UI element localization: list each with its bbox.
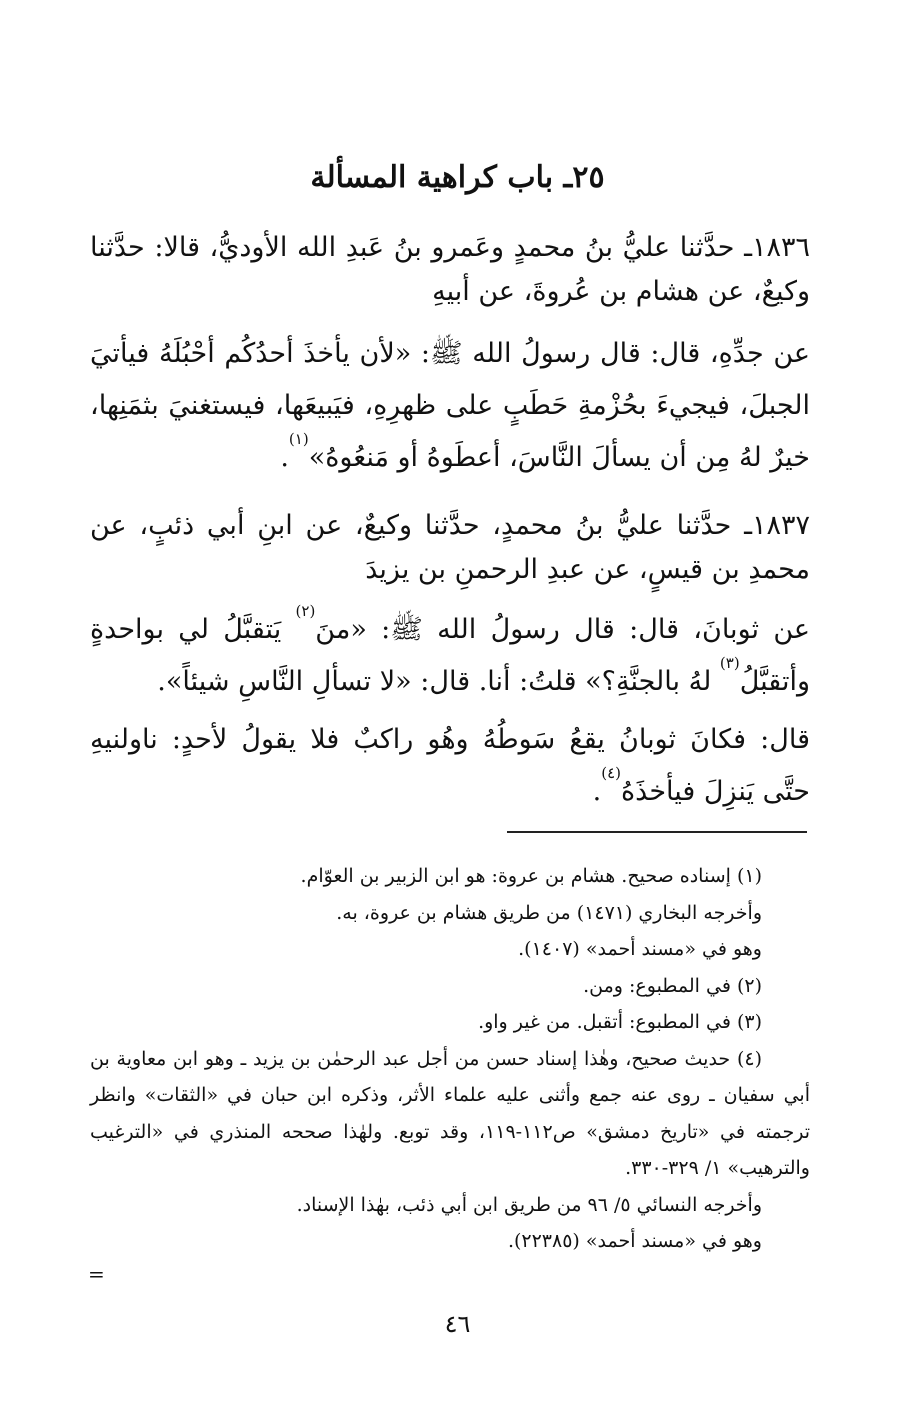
chapter-title: ٢٥ـ باب كراهية المسألة [310,160,605,195]
hadith-1837-story: قال: فكانَ ثوبانُ يقعُ سَوطُهُ وهُو راكبٌ فلا يقولُ لأحدٍ: ناولنيهِ حتَّى يَنزِلَ فيأخذَهُ$^{(٤)}$. [90,724,810,807]
footnote-1-line-a: (١) إسناده صحيح. هشام بن عروة: هو ابن الزبير بن العوّام. [300,865,762,887]
page-number: ٤٦ [444,1310,471,1338]
hadith-1837-text-a: عن ثوبانَ، قال: قال رسولُ الله ﷺ: «منَ [315,614,810,645]
hadith-1836-isnad: ١٨٣٦ـ حدَّثنا عليُّ بنُ محمدٍ وعَمرو بنُ عَبدِ الله الأوديُّ، قالا: حدَّثنا وكيعٌ، عن هشام بن عُروةَ، عن أبيهِ [90,232,810,307]
footnote-1-line-b: وأخرجه البخاري (١٤٧١) من طريق هشام بن عروة، به. [336,901,762,924]
hadith-1837-text-c: لهُ بالجنَّةِ؟» قلتُ: أنا. قال: «لا تسألِ النَّاسِ شيئاً». [157,666,712,697]
footnote-separator [507,831,807,833]
hadith-1837-matn [90,604,810,708]
hadith-1837-story-text: قال: فكانَ ثوبانُ يقعُ سَوطُهُ وهُو راكبٌ فلا يقولُ لأحدٍ: ناولنيهِ حتَّى يَنزِلَ فيأخذَهُ [90,724,810,807]
footnotes [90,858,810,1260]
footnote-3: (٣) في المطبوع: أتقبل. من غير واو. [478,1011,762,1033]
footnote-ref-1: (١) [288,430,309,448]
footnote-4-line-b: وأخرجه النسائي ٥/ ٩٦ من طريق ابن أبي ذئب، بهٰذا الإسناد. [296,1193,762,1216]
footnote-ref-4: (٤) [601,764,622,782]
hadith-1837-isnad: ١٨٣٧ـ حدَّثنا عليُّ بنُ محمدٍ، حدَّثنا وكيعٌ، عن ابنِ أبي ذئبٍ، عن محمدِ بن قيسٍ، عن عبدِ الرحمنِ بن يزيدَ [90,510,810,585]
footnote-ref-2: (٢) [295,602,316,620]
hadith-1836-matn: عن جدِّهِ، قال: قال رسولُ الله ﷺ: «لأن يأخذَ أحدُكُم أحْبُلَهُ فيأتيَ الجبلَ، فيجيءَ بحُزْمةِ حَطَبٍ على ظهرِهِ، فيَبيعَها، فيستغنيَ بثمَنِها، خيرٌ لهُ مِن أن يسألَ النَّاسَ، أعطَوهُ أو مَنعُوهُ»$^{(١)}$. [90,338,810,473]
footnote-1-line-c: وهو في «مسند أحمد» (١٤٠٧). [518,938,762,960]
continuation-mark: = [88,1262,105,1286]
hadith-1837-text-b: يَتقبَّلُ لي بواحدةٍ وأتقبَّلُ [90,614,810,697]
hadith-1836-text: عن جدِّهِ، قال: قال رسولُ الله ﷺ: «لأن يأخذَ أحدُكُم أحْبُلَهُ فيأتيَ الجبلَ، فيجيءَ بحُزْمةِ حَطَبٍ على ظهرِهِ، فيَبيعَها، فيستغنيَ بثمَنِها، خيرٌ لهُ مِن أن يسألَ النَّاسَ، أعطَوهُ أو مَنعُوهُ» [90,338,810,473]
footnote-2: (٢) في المطبوع: ومن. [583,974,762,997]
footnote-ref-3: (٣) [719,654,740,672]
footnote-4-line-c: وهو في «مسند أحمد» (٢٢٣٨٥). [507,1230,762,1252]
footnote-4-paragraph: (٤) حديث صحيح، وهٰذا إسناد حسن من أجل عبد الرحمٰن بن يزيد ـ وهو ابن معاوية بن أبي سفيان ـ روى عنه جمع وأثنى عليه علماء الأثر، وذكره ابن حبان في «الثقات» وانظر ترجمته في «تاريخ دمشق» ص١١٢-١١٩، وقد توبع. ولهٰذا صححه المنذري في «الترغيب والترهيب» ١/ ٣٢٩-٣٣٠. [90,1047,810,1179]
